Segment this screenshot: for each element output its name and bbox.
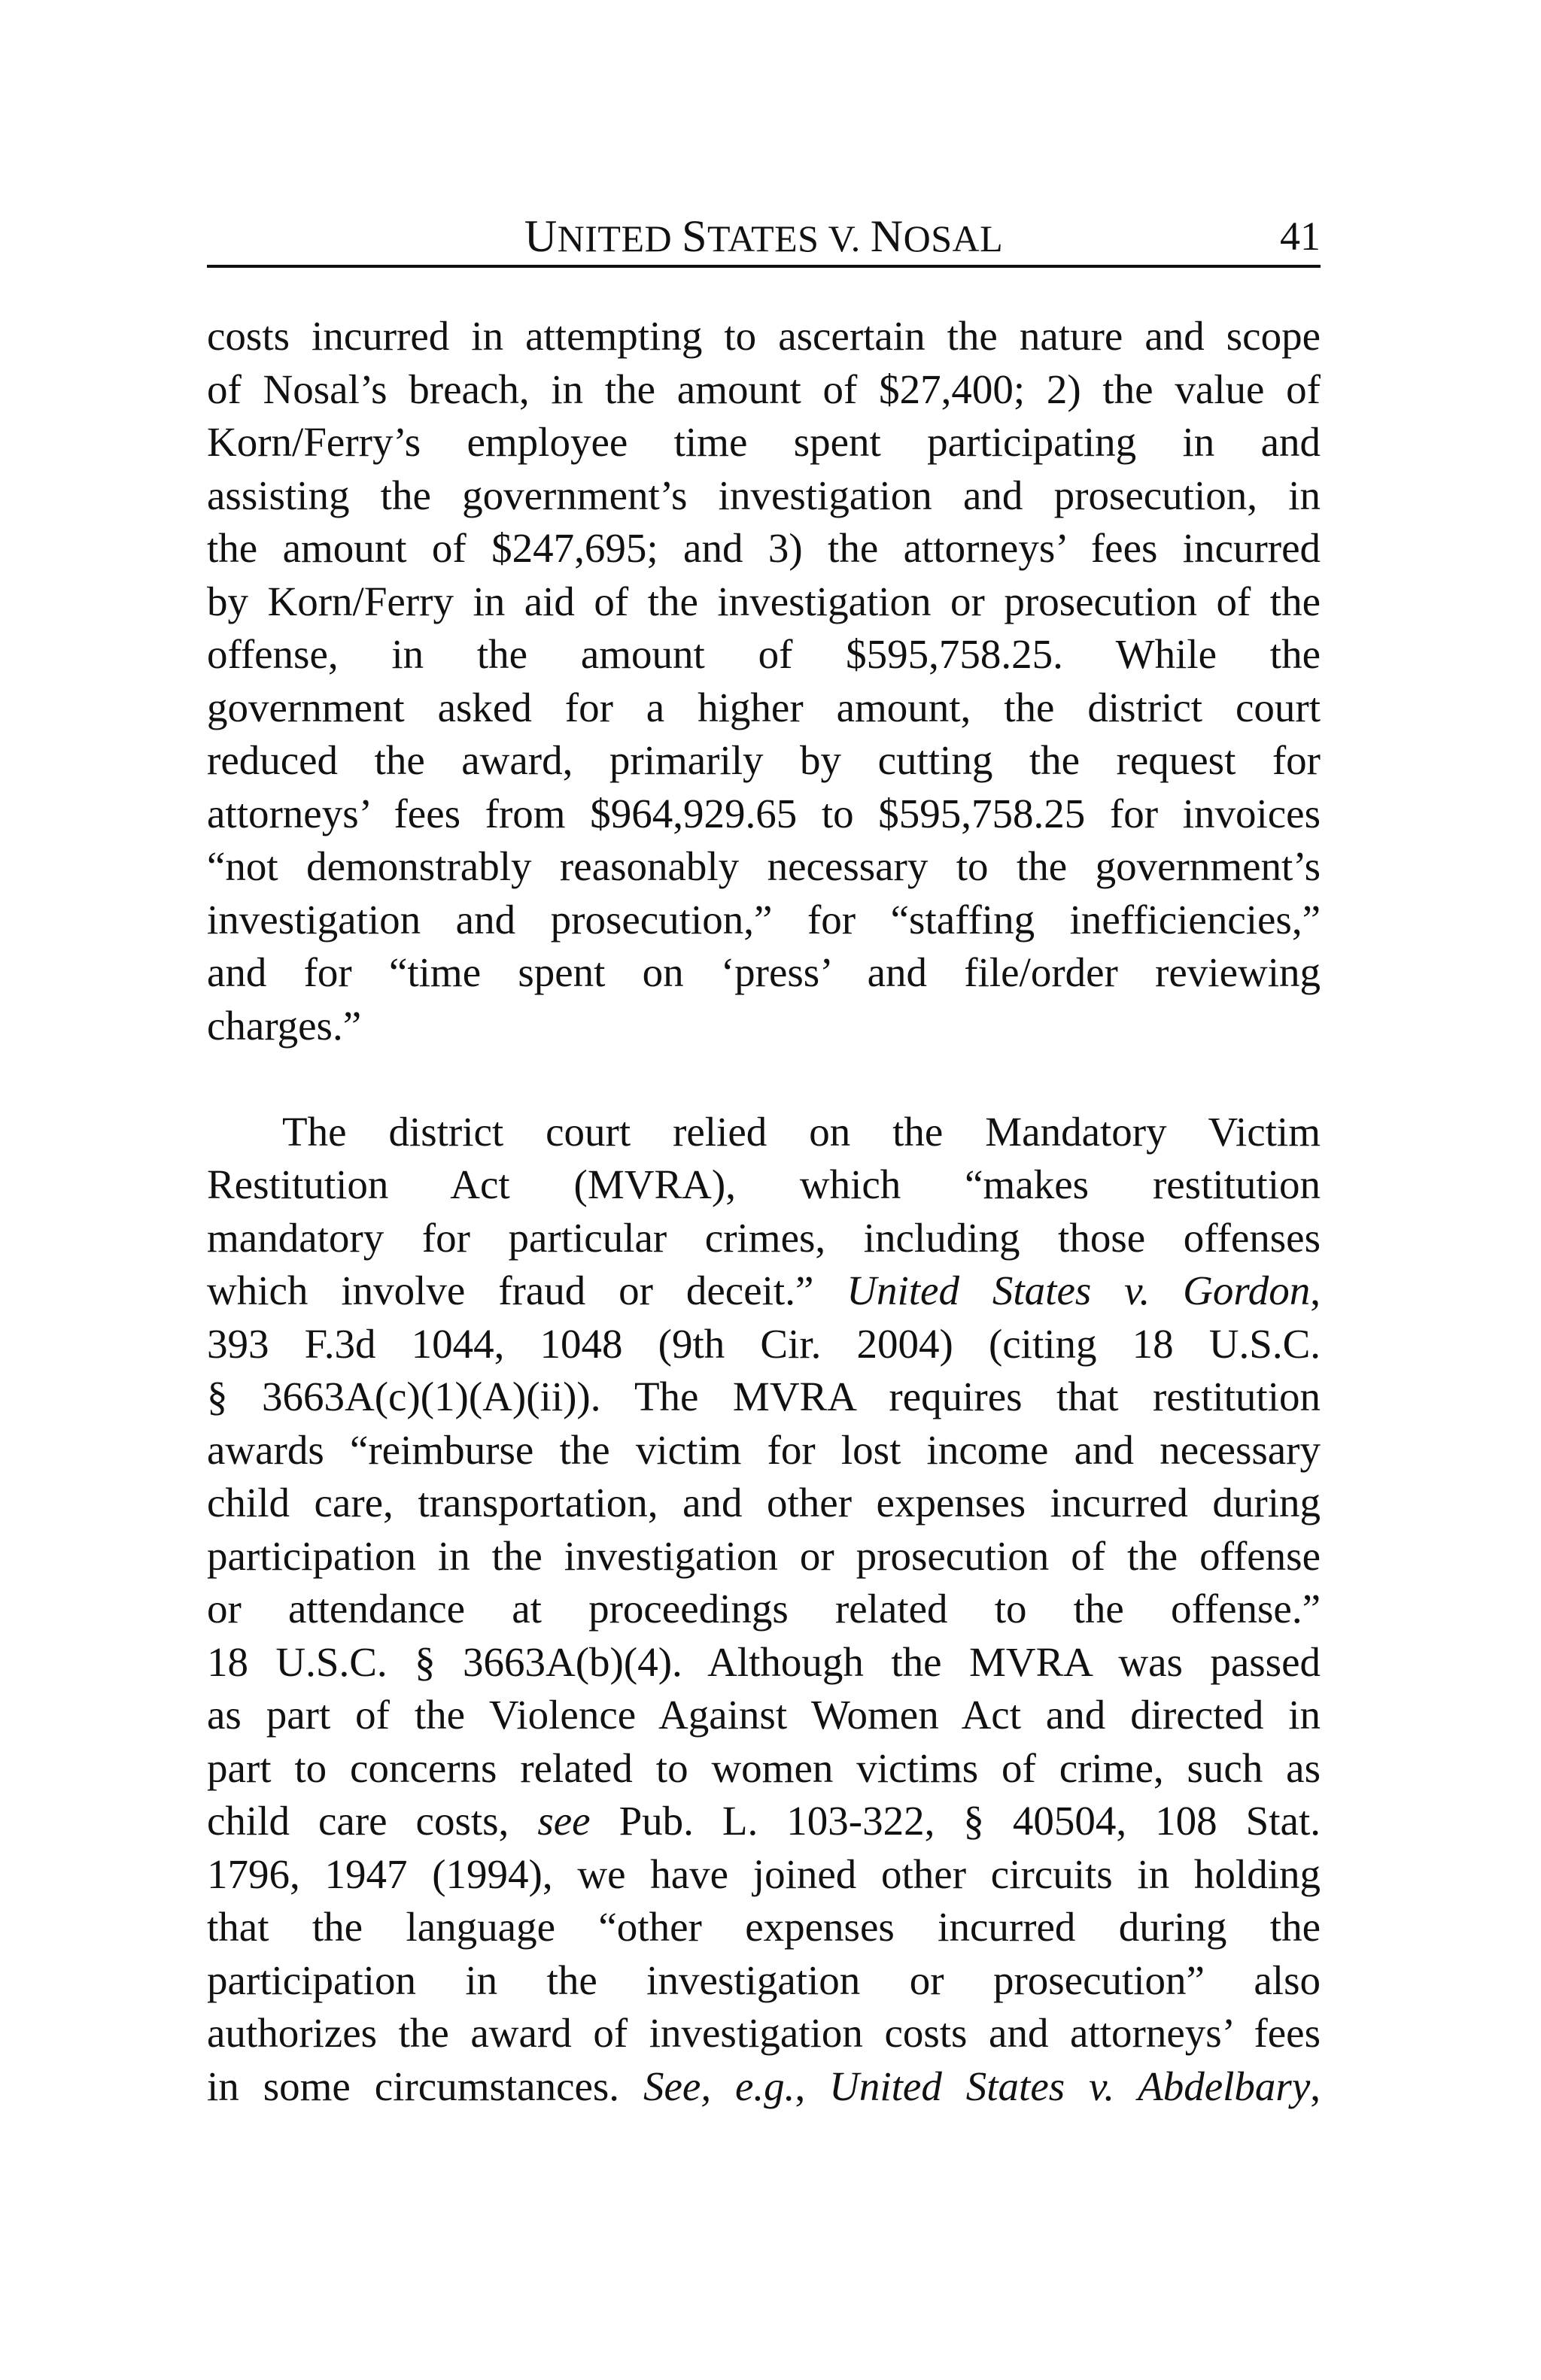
text-line: by Korn/Ferry in aid of the investigation or prosecution of the (207, 578, 1321, 624)
text-line: in some circumstances. See, e.g., United States v. Abdelbary, (207, 2063, 1321, 2109)
text-line: Restitution Act (MVRA), which “makes restitution (207, 1161, 1321, 1207)
text-line: 18 U.S.C. § 3663A(b)(4). Although the MVRA was passed (207, 1638, 1321, 1685)
text-line: costs incurred in attempting to ascertain the nature and scope (207, 313, 1321, 359)
text-line: awards “reimburse the victim for lost income and necessary (207, 1426, 1321, 1473)
page-number: 41 (1280, 214, 1321, 259)
text-line: of Nosal’s breach, in the amount of $27,400; 2) the value of (207, 366, 1321, 412)
text-line: and for “time spent on ‘press’ and file/order reviewing (207, 949, 1321, 995)
text-line: or attendance at proceedings related to the offense.” (207, 1586, 1321, 1632)
text-line: § 3663A(c)(1)(A)(ii)). The MVRA requires that restitution (207, 1374, 1321, 1419)
text-line: charges.” (207, 1002, 362, 1049)
text-line: child care costs, see Pub. L. 103-322, § 40504, 108 Stat. (207, 1798, 1321, 1844)
text-line: 1796, 1947 (1994), we have joined other circuits in holding (207, 1850, 1321, 1897)
text-line: mandatory for particular crimes, including those offenses (207, 1214, 1321, 1261)
text-line: the amount of $247,695; and 3) the attorneys’ fees incurred (207, 525, 1321, 571)
running-header (207, 209, 1321, 268)
text-line: attorneys’ fees from $964,929.65 to $595,758.25 for invoices (207, 790, 1321, 836)
text-line: investigation and prosecution,” for “staffing inefficiencies,” (207, 896, 1321, 943)
text-line: which involve fraud or deceit.” United States v. Gordon, (207, 1267, 1321, 1313)
paragraph-2 (207, 1106, 1321, 2114)
text-line: participation in the investigation or prosecution” also (207, 1957, 1321, 2003)
text-line: reduced the award, primarily by cutting the request for (207, 737, 1321, 783)
text-line: participation in the investigation or prosecution of the offense (207, 1532, 1321, 1579)
text-line: part to concerns related to women victims of crime, such as (207, 1744, 1321, 1791)
text-line: offense, in the amount of $595,758.25. While the (207, 631, 1321, 677)
running-title: UNITED STATES V. NOSAL (524, 211, 1004, 261)
text-line: authorizes the award of investigation costs and attorneys’ fees (207, 2010, 1321, 2056)
text-line: assisting the government’s investigation and prosecution, in (207, 472, 1321, 518)
text-line: as part of the Violence Against Women Act and directed in (207, 1692, 1321, 1738)
opinion-body (207, 310, 1321, 2113)
text-line: that the language “other expenses incurred during the (207, 1904, 1321, 1950)
text-line: 393 F.3d 1044, 1048 (9th Cir. 2004) (citing 18 U.S.C. (207, 1320, 1321, 1367)
paragraph-1 (207, 310, 1321, 1052)
text-line: child care, transportation, and other expenses incurred during (207, 1480, 1321, 1525)
text-line: government asked for a higher amount, the district court (207, 684, 1321, 730)
text-line: The district court relied on the Mandatory Victim (282, 1108, 1321, 1155)
text-line: “not demonstrably reasonably necessary to the government’s (207, 843, 1321, 889)
text-line: Korn/Ferry’s employee time spent participating in and (207, 419, 1321, 465)
